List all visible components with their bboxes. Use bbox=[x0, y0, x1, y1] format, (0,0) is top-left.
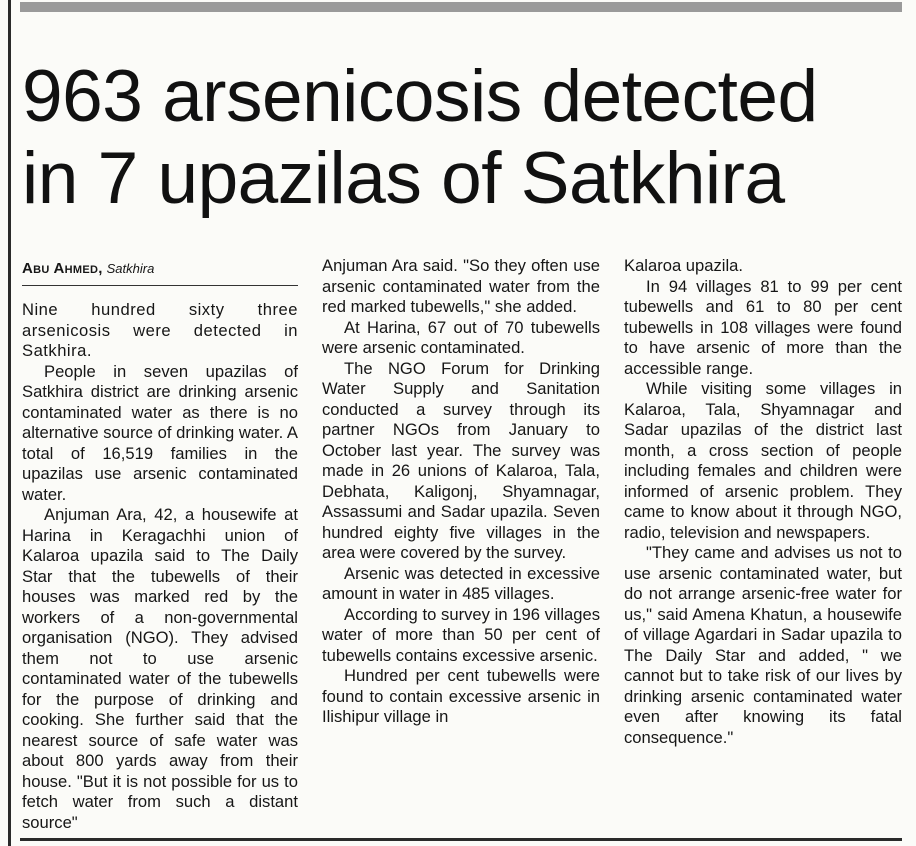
byline-author: Abu Ahmed, bbox=[22, 260, 103, 277]
paragraph: People in seven upazilas of Satkhira district are drinking arsenic contaminated water as there is no alternative source of drinking water. A total of 16,519 families in the upazilas use arsenic contaminated water. bbox=[22, 361, 298, 504]
paragraph: "They came and advises us not to use arsenic contaminated water, but do not arrange arsenic-free water for us," said Amena Khatun, a housewife of village Agardari in Sadar upazila to The Daily Star and added, " we cannot but to take risk of our lives by drinking arsenic contaminated water even after knowing its fatal consequence." bbox=[624, 543, 902, 747]
headline-line-1: 963 arsenicosis detected bbox=[22, 56, 818, 137]
headline-line-2: in 7 upazilas of Satkhira bbox=[22, 138, 785, 219]
paragraph: Arsenic was detected in excessive amount in water in 485 villages. bbox=[322, 563, 600, 603]
article-column-3 bbox=[624, 256, 902, 748]
paragraph: According to survey in 196 villages water of more than 50 per cent of tubewells contains excessive arsenic. bbox=[322, 604, 600, 665]
byline-place: Satkhira bbox=[106, 261, 155, 276]
headline bbox=[22, 56, 902, 220]
paragraph: At Harina, 67 out of 70 tubewells were arsenic contaminated. bbox=[322, 317, 600, 357]
bottom-rule bbox=[20, 838, 902, 841]
left-column-rule bbox=[8, 0, 11, 846]
paragraph: Anjuman Ara said. "So they often use arsenic contaminated water from the red marked tubewells," she added. bbox=[322, 256, 600, 316]
article-column-2 bbox=[322, 256, 600, 728]
top-grey-band bbox=[20, 2, 902, 12]
paragraph: Hundred per cent tubewells were found to contain excessive arsenic in Ilishipur village in bbox=[322, 666, 600, 726]
paragraph: The NGO Forum for Drinking Water Supply and Sanitation conducted a survey through its partner NGOs from January to October last year. The survey was made in 26 unions of Kalaroa, Tala, Debhata, Kaligonj, Shyamnagar, Assassumi and Sadar upazila. Seven hundred eighty five villages in the area were covered by the survey. bbox=[322, 358, 600, 562]
paragraph: While visiting some villages in Kalaroa, Tala, Shyamnagar and Sadar upazilas of the district last month, a cross section of people including females and children were informed of arsenic problem. They came to know about it through NGO, radio, television and newspapers. bbox=[624, 379, 902, 542]
byline bbox=[22, 258, 298, 279]
paragraph: In 94 villages 81 to 99 per cent tubewells and 61 to 80 per cent tubewells in 108 villages were found to have arsenic of more than the accessible range. bbox=[624, 276, 902, 378]
paragraph: Nine hundred sixty three arsenicosis were detected in Satkhira. bbox=[22, 300, 298, 360]
article-column-1 bbox=[22, 256, 298, 833]
byline-divider bbox=[22, 285, 298, 286]
paragraph: Anjuman Ara, 42, a housewife at Harina in Keragachhi union of Kalaroa upazila said to The Daily Star that the tubewells of their houses was marked red by the workers of a non-governmental organisation (NGO). They advised them not to use arsenic contaminated water of the tubewells for the purpose of drinking and cooking. She further said that the nearest source of safe water was about 800 yards away from their house. "But it is not possible for us to fetch water from such a distant source" bbox=[22, 505, 298, 832]
paragraph: Kalaroa upazila. bbox=[624, 256, 744, 275]
